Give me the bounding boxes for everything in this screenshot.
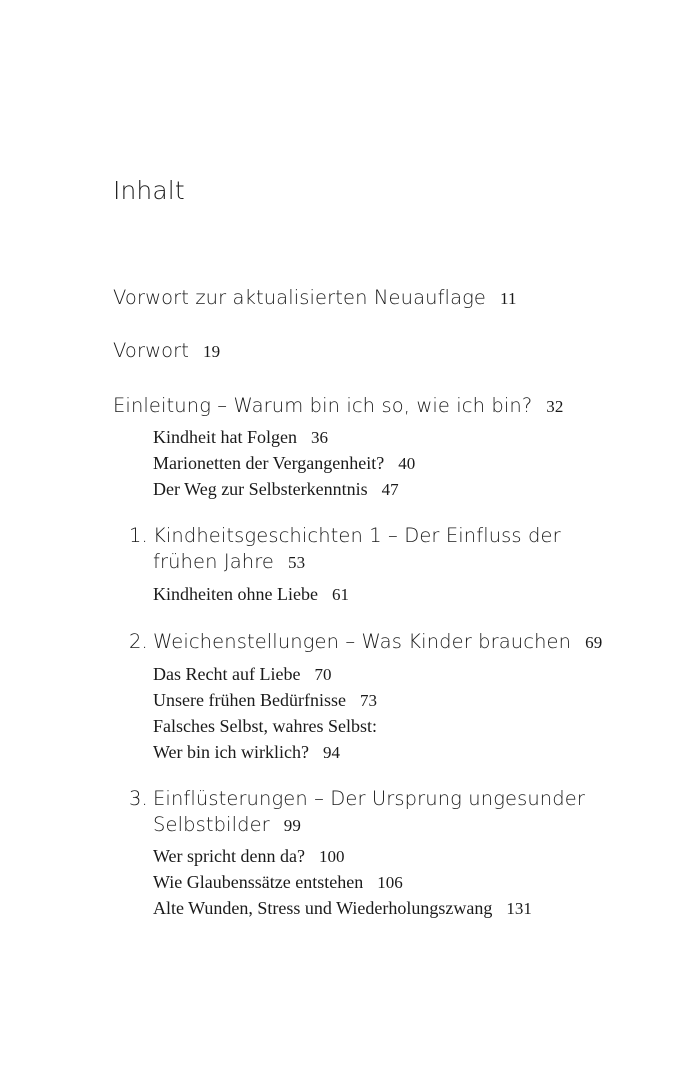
toc-entry-page: 19 [203,342,221,361]
toc-chapter [129,787,585,810]
toc-entry-label: Einleitung – Warum bin ich so, wie ich bin? [113,394,533,417]
toc-entry [113,339,220,362]
toc-subentry [153,453,415,474]
toc-subentry-page: 36 [310,428,328,447]
chapter-title-line1: Kindheitsgeschichten 1 – Der Einfluss der [153,524,561,547]
chapter-title-line1: Einflüsterungen – Der Ursprung ungesunder [153,787,585,810]
toc-subentry-label: Kindheiten ohne Liebe [153,584,318,604]
toc-subentry-label: Falsches Selbst, wahres Selbst: [153,716,377,736]
toc-subentry [153,664,331,685]
toc-subentry [153,690,377,711]
toc-subentry-label: Das Recht auf Liebe [153,664,301,684]
toc-subentry-page: 70 [314,665,332,684]
chapter-number: 2. [129,630,148,653]
toc-subentry-label: Unsere frühen Bedürfnisse [153,690,346,710]
toc-subentry-page: 73 [359,691,377,710]
chapter-number: 1. [129,524,148,547]
toc-subentry [153,846,345,867]
toc-chapter-cont [153,813,301,836]
toc-entry-page: 32 [546,397,564,416]
toc-subentry-label: Wie Glaubenssätze entstehen [153,872,364,892]
chapter-title-line2: Selbstbilder [153,813,270,836]
toc-entry-page: 99 [283,816,301,835]
toc-subentry-label: Alte Wunden, Stress und Wiederholungszwang [153,898,493,918]
toc-subentry-label: Wer spricht denn da? [153,846,305,866]
toc-entry-page: 69 [585,633,603,652]
toc-entry-page: 53 [288,553,306,572]
toc-subentry [153,427,328,448]
toc-subentry-page: 94 [323,743,340,762]
toc-chapter-cont [153,550,305,573]
toc-subentry-label: Der Weg zur Selbsterkenntnis [153,479,368,499]
toc-subentry-cont [153,742,340,763]
toc-entry-page: 11 [500,289,517,308]
chapter-title-line2: frühen Jahre [153,550,274,573]
toc-subentry [153,872,403,893]
toc-entry-label: Vorwort [113,339,190,362]
toc-subentry-page: 40 [398,454,416,473]
toc-entry-label: Vorwort zur aktualisierten Neuauflage [113,286,487,309]
toc-subentry [153,898,532,919]
toc-chapter [129,630,602,653]
toc-subentry-label: Wer bin ich wirklich? [153,742,309,762]
toc-entry [113,394,564,417]
page-title: Inhalt [113,176,185,205]
toc-subentry-page: 100 [319,847,345,866]
toc-subentry-page: 131 [506,899,532,918]
toc-subentry [153,716,377,737]
chapter-title: Weichenstellungen – Was Kinder brauchen [153,630,572,653]
toc-subentry-label: Kindheit hat Folgen [153,427,297,447]
toc-subentry [153,584,349,605]
toc-chapter [129,524,561,547]
toc-subentry [153,479,399,500]
toc-subentry-page: 61 [331,585,349,604]
toc-subentry-label: Marionetten der Vergangenheit? [153,453,385,473]
toc-subentry-page: 106 [377,873,403,892]
toc-subentry-page: 47 [381,480,399,499]
toc-entry [113,286,517,309]
chapter-number: 3. [129,787,148,810]
